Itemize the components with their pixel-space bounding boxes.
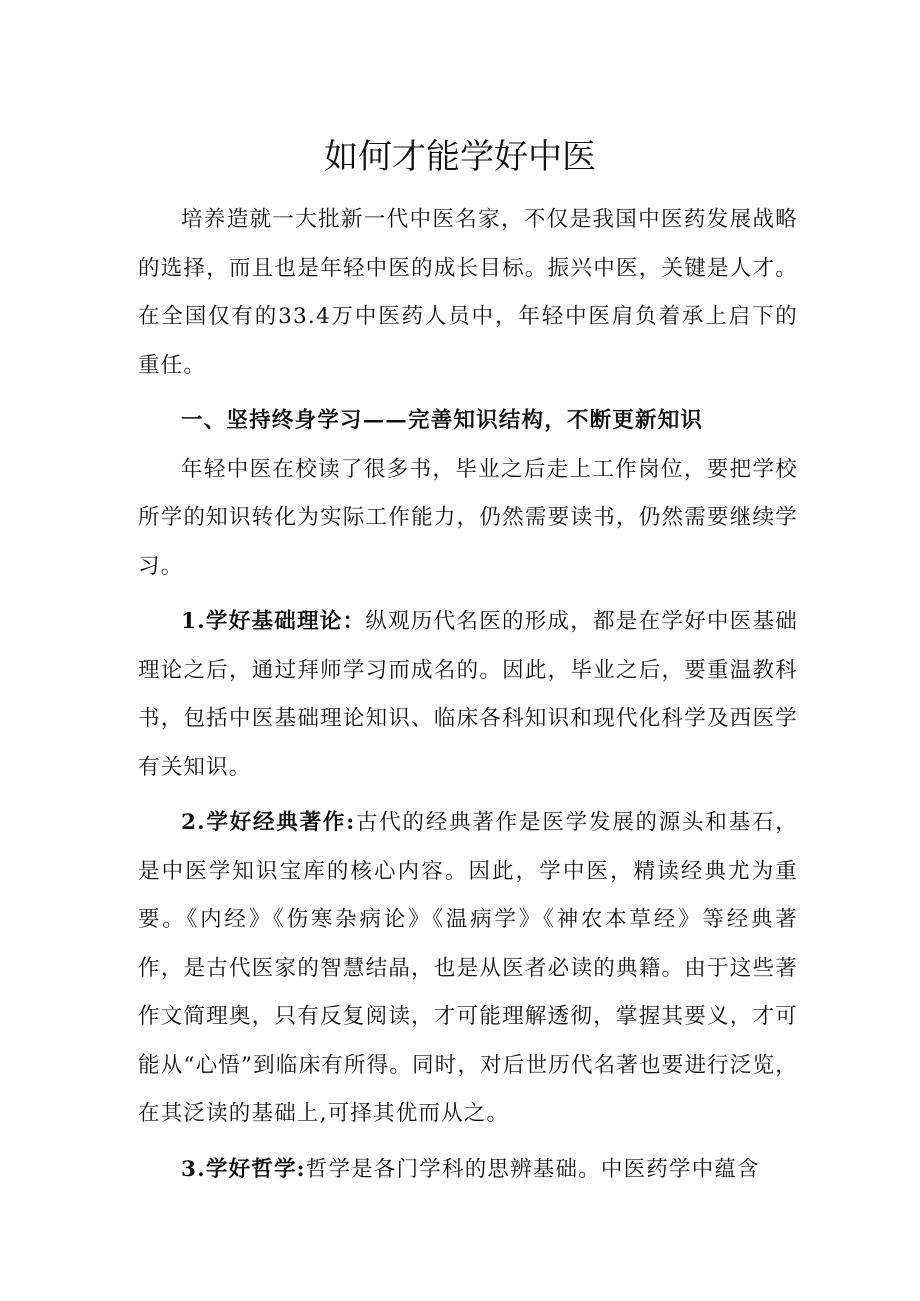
section-paragraph: 年轻中医在校读了很多书，毕业之后走上工作岗位，要把学校所学的知识转化为实际工作能力，仍然需要读书，仍然需要继续学习。 (138, 456, 798, 579)
item-text-3: 哲学是各门学科的思辨基础。中医药学中蕴含 (305, 1156, 760, 1182)
section-heading: 一、坚持终身学习——完善知识结构，不断更新知识 (181, 408, 704, 433)
item-text-2: 古代的经典著作是医学发展的源头和基石，是中医学知识宝库的核心内容。因此，学中医，精读经典尤为重要。《内经》《伤寒杂病论》《温病学》《神农本草经》等经典著作，是古代医家的智慧结晶，也是从医者必读的典籍。由于这些著作文简理奥，只有反复阅读，才可能理解透彻，掌握其要义，才可能从“心悟”到临床有所得。同时，对后世历代名著也要进行泛览，在其泛读的基础上,可择其优而从之。 (138, 810, 798, 1126)
item-lead-1: 1.学好基础理论： (181, 609, 366, 634)
item-paragraph-3 (138, 1146, 798, 1195)
document-title: 如何才能学好中医 (324, 137, 596, 177)
item-lead-3: 3.学好哲学: (181, 1156, 306, 1182)
item-text-1: 纵观历代名医的形成，都是在学好中医基础理论之后，通过拜师学习而成名的。因此，毕业之后，要重温教科书，包括中医基础理论知识、临床各科知识和现代化科学及西医学有关知识。 (138, 609, 798, 780)
item-paragraph-1 (138, 598, 798, 792)
document-body (138, 196, 798, 1194)
item-paragraph-2 (138, 799, 798, 1139)
item-lead-2: 2.学好经典著作: (181, 810, 356, 835)
intro-paragraph: 培养造就一大批新一代中医名家，不仅是我国中医药发展战略的选择，而且也是年轻中医的成长目标。振兴中医，关键是人才。在全国仅有的33.4万中医药人员中，年轻中医肩负着承上启下的重任。 (138, 207, 798, 378)
